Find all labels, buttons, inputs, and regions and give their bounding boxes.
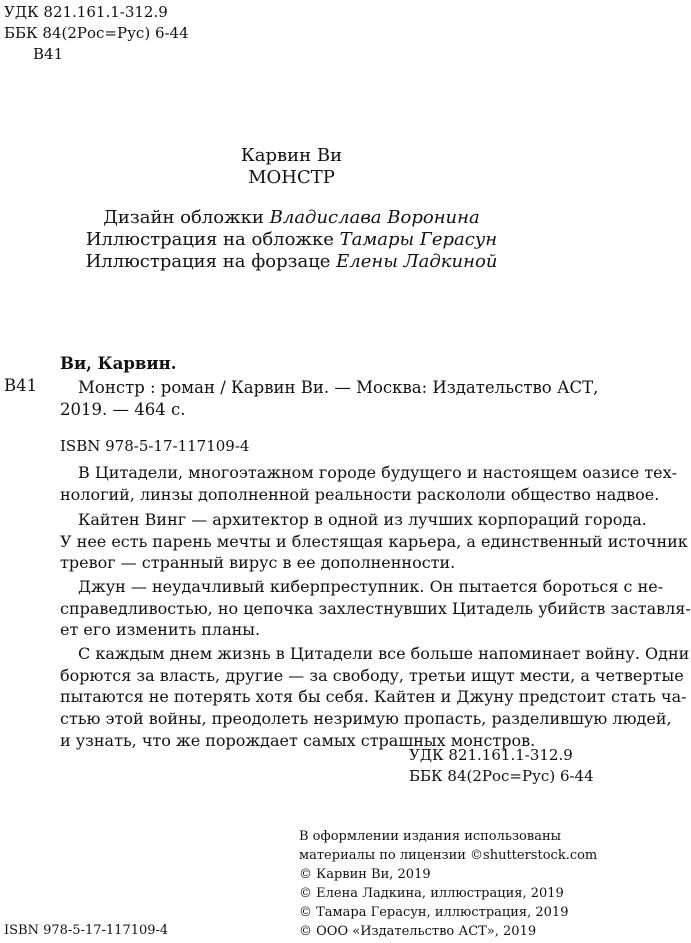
catalog-heading: Ви, Карвин. [60,354,177,373]
annotation-line: Джун — неудачливый киберпреступник. Он пытается бороться с не- [78,577,664,596]
annotation-line: У нее есть парень мечты и блестящая карьера, а единственный источник [60,531,688,551]
annotation-line: ет его изменить планы. [60,620,261,640]
annotation-line: тревог — странный вирус в ее дополненности. [60,553,456,573]
credit-person: Владислава Воронина [269,207,480,228]
credit-label: Дизайн обложки [103,207,270,228]
copyright-line: © Карвин Ви, 2019 [299,867,431,882]
author-name: Карвин Ви [240,145,343,166]
credit-label: Иллюстрация на обложке [85,229,340,250]
credit-cover-design [0,206,583,230]
footer-isbn: ISBN 978-5-17-117109-4 [4,923,169,938]
annotation-line: борются за власть, другие — за свободу, третьи ищут мести, а четвертые [60,665,684,685]
annotation-line: нологий, линзы дополненной реальности раскололи общество надвое. [60,484,660,504]
annotation-line: стью этой войны, преодолеть незримую пропасть, разделившую людей, [60,709,672,729]
annotation-paragraph [60,509,688,574]
book-title: МОНСТР [248,167,335,188]
bbk-code-top: ББК 84(2Рос=Рус) 6-44 [4,24,189,42]
annotation-line: пытаются не потерять хотя бы себя. Кайтен и Джуну предстоит стать ча- [60,687,687,707]
annotation-line: В Цитадели, многоэтажном городе будущего и настоящем оазисе тех- [78,463,678,482]
catalog-description-line1: Монстр : роман / Карвин Ви. — Москва: Издательство АСТ, [78,378,599,397]
copyright-line: В оформлении издания использованы [299,829,561,844]
copyright-line: материалы по лицензии ©shutterstock.com [299,848,598,863]
credit-person: Тамары Герасун [339,229,498,250]
udk-code-bottom: УДК 821.161.1-312.9 [409,746,573,764]
annotation-paragraph [60,643,690,752]
catalog-author-mark: В41 [4,376,38,395]
annotation-line: справедливостью, но цепочка захлестнувших Цитадель убийств заставля- [60,598,691,618]
annotation-paragraph [60,462,678,505]
udk-code-top: УДК 821.161.1-312.9 [4,3,168,21]
credit-person: Елены Ладкиной [336,251,498,272]
copyright-block [299,827,597,941]
annotation-line: С каждым днем жизнь в Цитадели все больше напоминает войну. Одни [78,644,690,663]
annotation-paragraph [60,576,691,641]
annotation-line: и узнать, что же порождает самых страшных монстров. [60,730,536,750]
copyright-line: © Елена Ладкина, иллюстрация, 2019 [299,886,564,901]
credit-endpaper-illustration [0,250,583,274]
annotation-line: Кайтен Винг — архитектор в одной из лучших корпораций города. [78,510,647,529]
credit-cover-illustration [0,228,583,252]
copyright-line: © Тамара Герасун, иллюстрация, 2019 [299,905,569,920]
catalog-isbn: ISBN 978-5-17-117109-4 [60,437,250,455]
copyright-line: © ООО «Издательство АСТ», 2019 [299,924,537,939]
catalog-description-line2: 2019. — 464 с. [60,400,186,419]
bbk-code-bottom: ББК 84(2Рос=Рус) 6-44 [409,767,594,785]
credit-label: Иллюстрация на форзаце [85,251,337,272]
author-mark-top: В41 [33,45,64,63]
